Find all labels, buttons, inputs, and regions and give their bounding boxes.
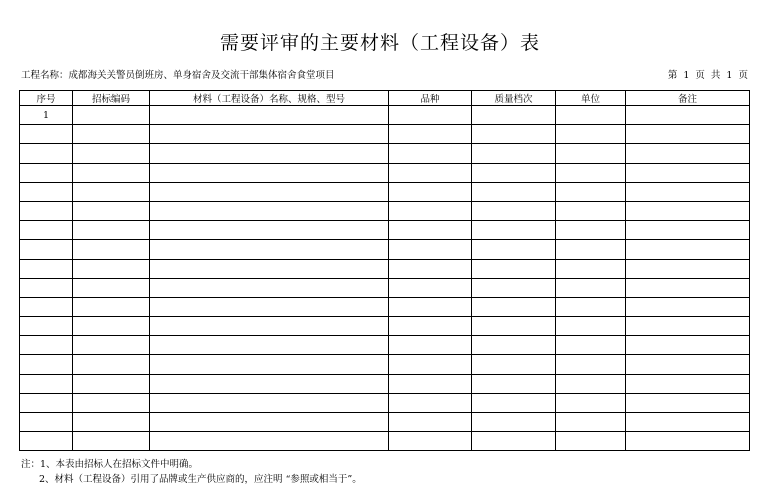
- table-cell: [20, 432, 73, 451]
- table-cell: [73, 201, 150, 220]
- table-cell: [150, 393, 389, 412]
- table-cell: [626, 221, 750, 240]
- table-row: [20, 125, 750, 144]
- table-row: [20, 413, 750, 432]
- table-cell: [626, 182, 750, 201]
- header-quality-grade: 质量档次: [472, 91, 556, 106]
- table-cell: [556, 221, 626, 240]
- table-cell: [472, 393, 556, 412]
- table-cell: [150, 278, 389, 297]
- table-row: [20, 336, 750, 355]
- table-cell: [20, 336, 73, 355]
- table-row: [20, 259, 750, 278]
- table-cell: [389, 221, 472, 240]
- notes: [21, 457, 362, 487]
- table-cell: [626, 374, 750, 393]
- table-cell: [73, 355, 150, 374]
- table-row: [20, 106, 750, 125]
- note-1: 注：1、本表由招标人在招标文件中明确。: [21, 459, 199, 470]
- table-cell: [389, 413, 472, 432]
- table-cell: [389, 374, 472, 393]
- table-cell: [472, 355, 556, 374]
- table-cell: [556, 182, 626, 201]
- table-cell: [556, 336, 626, 355]
- table-cell: [150, 182, 389, 201]
- table-cell: [626, 240, 750, 259]
- table-cell: [626, 106, 750, 125]
- table-header-row: [20, 91, 750, 106]
- note-2: 2、材料（工程设备）引用了品牌或生产供应商的，应注明 “参照或相当于”。: [39, 474, 362, 485]
- table-cell: [150, 317, 389, 336]
- table-cell: [20, 259, 73, 278]
- table-cell: [626, 393, 750, 412]
- table-cell: [556, 259, 626, 278]
- table-cell: [389, 278, 472, 297]
- table-cell: [73, 221, 150, 240]
- table-cell: [150, 413, 389, 432]
- table-cell: [20, 278, 73, 297]
- table-cell: [472, 317, 556, 336]
- table-row: [20, 144, 750, 163]
- table-cell: [472, 278, 556, 297]
- table-cell: [150, 336, 389, 355]
- table-cell: [626, 297, 750, 316]
- table-cell: [73, 182, 150, 201]
- table-cell: [73, 144, 150, 163]
- table-cell: [73, 163, 150, 182]
- table-cell: [20, 297, 73, 316]
- table-cell: [556, 393, 626, 412]
- table-cell: [150, 125, 389, 144]
- table-cell: [556, 278, 626, 297]
- table-row: [20, 221, 750, 240]
- table-cell: [73, 259, 150, 278]
- table-cell: [472, 201, 556, 220]
- table-cell: [556, 317, 626, 336]
- table-cell: [20, 221, 73, 240]
- table-cell: [150, 221, 389, 240]
- table-cell: [556, 413, 626, 432]
- table-cell: [389, 201, 472, 220]
- table-cell: [556, 201, 626, 220]
- table-cell: [472, 413, 556, 432]
- table-cell: [389, 163, 472, 182]
- header-remarks: 备注: [626, 91, 750, 106]
- page-info: 第 1 页 共 1 页: [667, 70, 748, 81]
- table-cell: [556, 163, 626, 182]
- table-cell: [73, 432, 150, 451]
- table-row: [20, 374, 750, 393]
- table-cell: [556, 240, 626, 259]
- table-cell: [150, 144, 389, 163]
- table-cell: [73, 374, 150, 393]
- table-cell: [73, 297, 150, 316]
- table-cell: [150, 163, 389, 182]
- table-cell: [150, 240, 389, 259]
- header-index: 序号: [20, 91, 73, 106]
- table-row: [20, 297, 750, 316]
- table-cell: [472, 259, 556, 278]
- table-cell: [20, 125, 73, 144]
- table-body: [20, 106, 750, 451]
- table-cell: [626, 201, 750, 220]
- table-cell: [626, 432, 750, 451]
- table-cell: [389, 317, 472, 336]
- table-cell: [626, 278, 750, 297]
- table-cell: [472, 432, 556, 451]
- table-cell: [389, 297, 472, 316]
- table-cell: [472, 240, 556, 259]
- table-cell: [626, 336, 750, 355]
- table-cell: [556, 374, 626, 393]
- table-cell: [389, 125, 472, 144]
- table-cell: [73, 336, 150, 355]
- table-cell: [20, 240, 73, 259]
- table-cell: [626, 144, 750, 163]
- project-name: 工程名称：成都海关关警员倒班房、单身宿舍及交流干部集体宿舍食堂项目: [21, 70, 335, 81]
- table-cell: [20, 355, 73, 374]
- table-cell: [626, 317, 750, 336]
- table-cell: [472, 144, 556, 163]
- table-cell: [389, 432, 472, 451]
- table-cell: [556, 297, 626, 316]
- table-cell: [73, 125, 150, 144]
- table-cell: [556, 355, 626, 374]
- table-cell: [626, 413, 750, 432]
- table-cell: [150, 374, 389, 393]
- table-cell: [20, 182, 73, 201]
- table-cell: [389, 393, 472, 412]
- table-cell: [73, 317, 150, 336]
- table-cell: [472, 163, 556, 182]
- table-cell: [20, 201, 73, 220]
- table-cell: [472, 125, 556, 144]
- table-row: [20, 163, 750, 182]
- table-cell: [150, 297, 389, 316]
- table-cell: [472, 336, 556, 355]
- table-cell: [626, 125, 750, 144]
- table-row: [20, 240, 750, 259]
- table-cell: [20, 144, 73, 163]
- page-title: 需要评审的主要材料（工程设备）表: [219, 32, 540, 54]
- header-variety: 品种: [389, 91, 472, 106]
- table-cell: [20, 393, 73, 412]
- table-cell: [20, 413, 73, 432]
- table-cell: [73, 278, 150, 297]
- table-cell: [389, 240, 472, 259]
- table-row: [20, 432, 750, 451]
- table-cell: [389, 336, 472, 355]
- table-cell: [626, 259, 750, 278]
- table-cell: [556, 432, 626, 451]
- table-row: [20, 393, 750, 412]
- table-cell: [20, 374, 73, 393]
- table-cell: [556, 125, 626, 144]
- table-cell: [556, 144, 626, 163]
- table-cell: [389, 355, 472, 374]
- table-cell: [472, 182, 556, 201]
- table-cell: [472, 221, 556, 240]
- table-row: [20, 278, 750, 297]
- table-cell: [73, 106, 150, 125]
- table-cell: 1: [20, 106, 73, 125]
- table-cell: [389, 106, 472, 125]
- table-cell: [472, 297, 556, 316]
- table-cell: [150, 201, 389, 220]
- table-cell: [150, 106, 389, 125]
- table-row: [20, 317, 750, 336]
- table-cell: [472, 106, 556, 125]
- table-cell: [556, 106, 626, 125]
- table-cell: [20, 317, 73, 336]
- header-unit: 单位: [556, 91, 626, 106]
- table-cell: [389, 259, 472, 278]
- table-cell: [20, 163, 73, 182]
- materials-table: [19, 90, 750, 451]
- table-cell: [73, 413, 150, 432]
- table-row: [20, 355, 750, 374]
- table-row: [20, 201, 750, 220]
- header-bid-code: 招标编码: [73, 91, 150, 106]
- table-cell: [73, 393, 150, 412]
- table-cell: [389, 182, 472, 201]
- table-cell: [626, 355, 750, 374]
- table-cell: [73, 240, 150, 259]
- table-cell: [150, 259, 389, 278]
- table-cell: [150, 355, 389, 374]
- table-cell: [472, 374, 556, 393]
- header-material-name: 材料（工程设备）名称、规格、型号: [150, 91, 389, 106]
- table-cell: [389, 144, 472, 163]
- table-row: [20, 182, 750, 201]
- table-cell: [150, 432, 389, 451]
- table-cell: [626, 163, 750, 182]
